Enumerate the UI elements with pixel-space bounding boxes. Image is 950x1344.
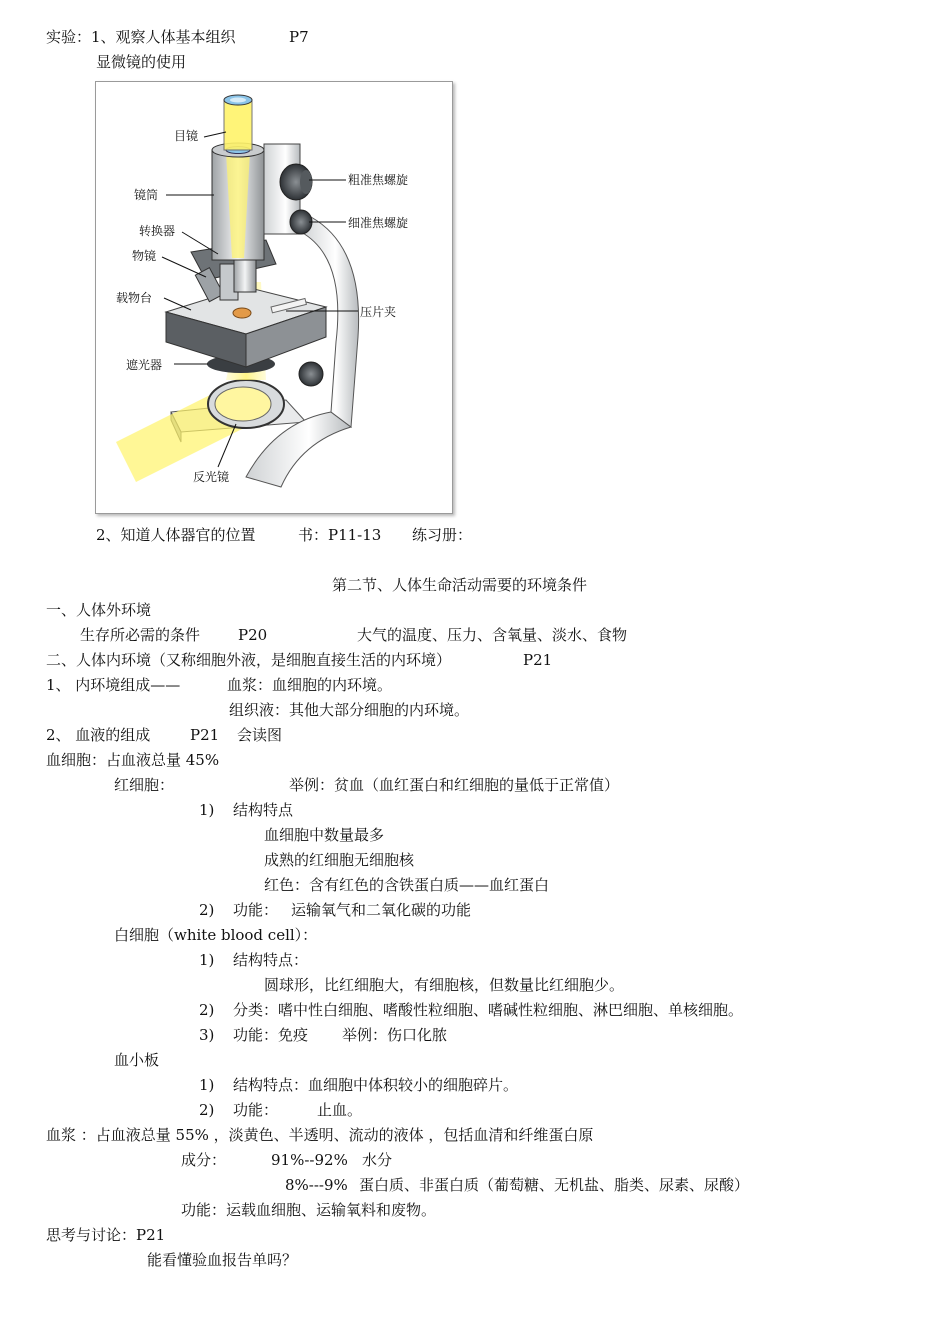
label-converter: 转换器 (139, 224, 176, 238)
wbc-example: 举例：伤口化脓 (342, 1026, 448, 1044)
heading-internal-environment: 二、人体内环境（又称细胞外液，是细胞直接生活的内环境） (46, 651, 452, 669)
survival-list: 大气的温度、压力、含氧量、淡水、食物 (357, 626, 628, 644)
blood-page: P21 (190, 726, 220, 744)
rbc-most-numerous: 血细胞中数量最多 (264, 826, 385, 844)
platelet-function-label: 功能： (233, 1101, 279, 1119)
microscope-figure (95, 81, 453, 514)
red-cells-example: 举例：贫血（血红蛋白和红细胞的量低于正常值） (289, 776, 620, 794)
platelets: 血小板 (114, 1051, 160, 1069)
label-mirror: 反光镜 (193, 470, 230, 484)
blood-cells: 血细胞：占血液总量 45% (46, 751, 220, 769)
microscope-illustration (96, 82, 452, 513)
rbc-red-color: 红色：含有红色的含铁蛋白质——血红蛋白 (264, 876, 550, 894)
section-title: 第二节、人体生命活动需要的环境条件 (332, 576, 588, 594)
white-cells: 白细胞（white blood cell）： (114, 926, 318, 944)
wbc-structure: 结构特点： (233, 951, 309, 969)
discussion-heading: 思考与讨论：P21 (46, 1226, 166, 1244)
blood-composition: 2、 血液的组成 (46, 726, 151, 744)
survival-conditions: 生存所必需的条件 (80, 626, 201, 644)
plasma-components-label: 成分： (181, 1151, 227, 1169)
label-stage: 载物台 (116, 291, 153, 305)
workbook: 练习册： (412, 526, 473, 544)
plasma-description: 血浆 ：占血液总量 55% ，淡黄色、半透明、流动的液体 ，包括血清和纤维蛋白原 (46, 1126, 594, 1144)
wbc-classification: 分类：嗜中性白细胞、嗜酸性粒细胞、嗜碱性粒细胞、淋巴细胞、单核细胞。 (233, 1001, 744, 1019)
organ-position: 2、知道人体器官的位置 (96, 526, 256, 544)
rbc-function-label: 功能： (233, 901, 279, 919)
red-cells: 红细胞： (114, 776, 175, 794)
survival-page: P20 (238, 626, 268, 644)
protein-list: 蛋白质、非蛋白质（葡萄糖、无机盐、脂类、尿素、尿酸） (359, 1176, 750, 1194)
wbc-structure-detail: 圆球形，比红细胞大，有细胞核，但数量比红细胞少。 (264, 976, 625, 994)
experiment-title: 实验：1、观察人体基本组织 (46, 28, 236, 46)
plasma-line: 血浆：血细胞的内环境。 (227, 676, 393, 694)
rbc-item-num-1: 1) (199, 801, 215, 819)
rbc-item-num-2: 2) (199, 901, 215, 919)
label-tube: 镜筒 (134, 188, 159, 202)
wbc-item-num-3: 3) (199, 1026, 215, 1044)
protein-percent: 8%---9% (285, 1176, 348, 1194)
microscope-usage: 显微镜的使用 (96, 53, 187, 71)
book-pages: 书：P11-13 (298, 526, 382, 544)
discussion-question: 能看懂验血报告单吗？ (147, 1251, 298, 1269)
label-clip: 压片夹 (360, 305, 397, 319)
heading-external-environment: 一、人体外环境 (46, 601, 152, 619)
wbc-function: 功能：免疫 (233, 1026, 309, 1044)
label-fine-focus: 细准焦螺旋 (348, 216, 409, 230)
label-coarse-focus: 粗准焦螺旋 (348, 173, 409, 187)
platelet-item-num-1: 1) (199, 1076, 215, 1094)
water-label: 水分 (362, 1151, 393, 1169)
platelet-structure: 结构特点：血细胞中体积较小的细胞碎片。 (233, 1076, 519, 1094)
water-percent: 91%--92% (271, 1151, 348, 1169)
internal-composition: 1、 内环境组成—— (46, 676, 181, 694)
label-diaphragm: 遮光器 (126, 358, 163, 372)
platelet-item-num-2: 2) (199, 1101, 215, 1119)
read-chart: 会读图 (237, 726, 283, 744)
wbc-item-num-2: 2) (199, 1001, 215, 1019)
label-objective: 物镜 (132, 249, 157, 263)
rbc-function: 运输氧气和二氧化碳的功能 (291, 901, 472, 919)
rbc-no-nucleus: 成熟的红细胞无细胞核 (264, 851, 415, 869)
internal-page: P21 (523, 651, 553, 669)
label-eyepiece: 目镜 (174, 129, 199, 143)
tissue-fluid-line: 组织液：其他大部分细胞的内环境。 (229, 701, 470, 719)
plasma-function: 功能：运载血细胞、运输氧料和废物。 (181, 1201, 437, 1219)
rbc-structure: 结构特点 (233, 801, 294, 819)
wbc-item-num-1: 1) (199, 951, 215, 969)
platelet-function: 止血。 (317, 1101, 363, 1119)
experiment-page: P7 (289, 28, 309, 46)
